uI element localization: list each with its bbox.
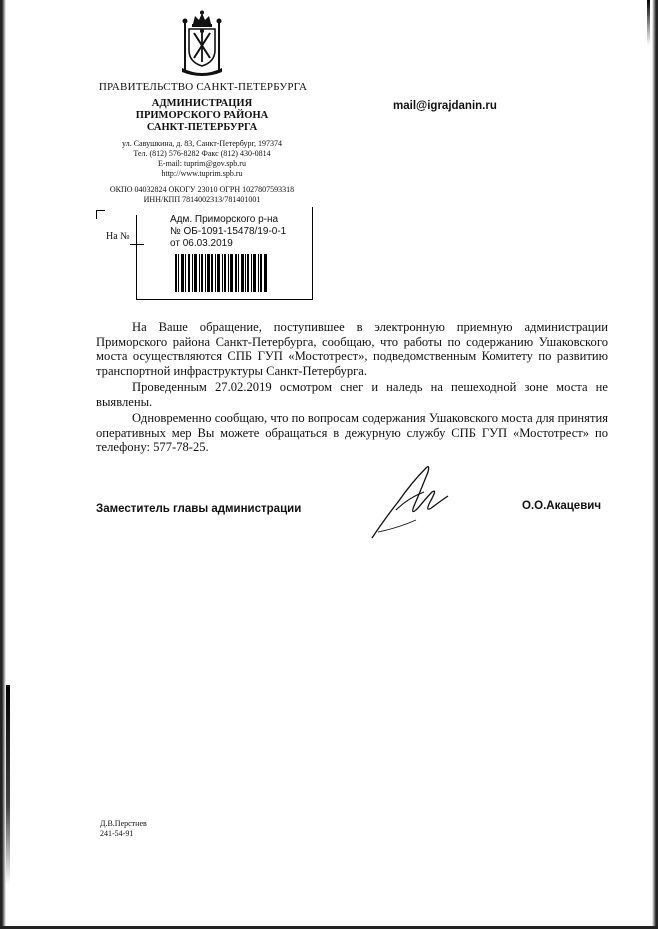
email-line: E-mail: tuprim@gov.spb.ru [158, 159, 246, 168]
body-paragraph: Проведенным 27.02.2019 осмотром снег и наледь на пешеходной зоне моста не выявлены. [96, 380, 608, 409]
stamp-number: № ОБ-1091-15478/19-0-1 [170, 226, 287, 237]
website-line: http://www.tuprim.spb.ru [161, 169, 243, 178]
contact-details [100, 139, 304, 179]
scan-edge-right [652, 0, 658, 929]
recipient-email: mail@igrajdanin.ru [393, 100, 497, 112]
codes-line: ОКПО 04032824 ОКОГУ 23010 ОГРН 1027807593318 [109, 185, 295, 194]
admin-line: САНКТ-ПЕТЕРБУРГА [146, 122, 258, 133]
phone-fax-line: Тел. (812) 576-8282 Факс (812) 430-0814 [133, 149, 271, 158]
body-paragraph: На Ваше обращение, поступившее в электронную приемную администрации Приморского района Санкт-Петербурга, сообщаю, что работы по содержанию Ушаковского моста осуществляются СПБ ГУП «Мостотрест», подведомственным Комитету по развитию транспортной инфраструктуры Санкт-Петербурга. [96, 320, 608, 378]
scan-mark-top [647, 0, 650, 45]
executor-name: Д.В.Перстнев [100, 819, 147, 828]
stamp-border-right [312, 207, 313, 299]
stamp-org: Адм. Приморского р-на [170, 214, 279, 225]
address-line: ул. Савушкина, д. 83, Санкт-Петербург, 197374 [122, 139, 282, 148]
barcode [175, 254, 267, 292]
registration-stamp [170, 214, 286, 250]
ref-corner [96, 210, 105, 219]
coat-of-arms-icon [177, 10, 227, 78]
reference-label: На № [106, 231, 130, 242]
stamp-date: от 06.03.2019 [170, 238, 233, 249]
signatory-name: О.О.Акацевич [522, 500, 602, 512]
codes-line: ИНН/КПП 7814002313/781401001 [143, 195, 261, 204]
admin-line: АДМИНИСТРАЦИЯ [151, 98, 253, 109]
executor-phone: 241-54-91 [100, 829, 134, 838]
stamp-border-left [136, 215, 137, 300]
admin-line: ПРИМОРСКОГО РАЙОНА [135, 110, 269, 121]
scan-mark [6, 685, 10, 885]
registration-codes [96, 185, 308, 205]
administration-name [108, 98, 296, 134]
reference-line [130, 244, 144, 245]
handwritten-signature [368, 462, 458, 542]
stamp-border-bottom [136, 299, 313, 300]
body-paragraph: Одновременно сообщаю, что по вопросам содержания Ушаковского моста для принятия оперативных мер Вы можете обращаться в дежурную службу СПБ ГУП «Мостотрест» по телефону: 577-78-25. [96, 411, 608, 454]
executor-info [100, 819, 147, 839]
government-heading: ПРАВИТЕЛЬСТВО САНКТ-ПЕТЕРБУРГА [98, 81, 308, 93]
signatory-title: Заместитель главы администрации [96, 503, 302, 515]
letter-body [96, 320, 608, 457]
